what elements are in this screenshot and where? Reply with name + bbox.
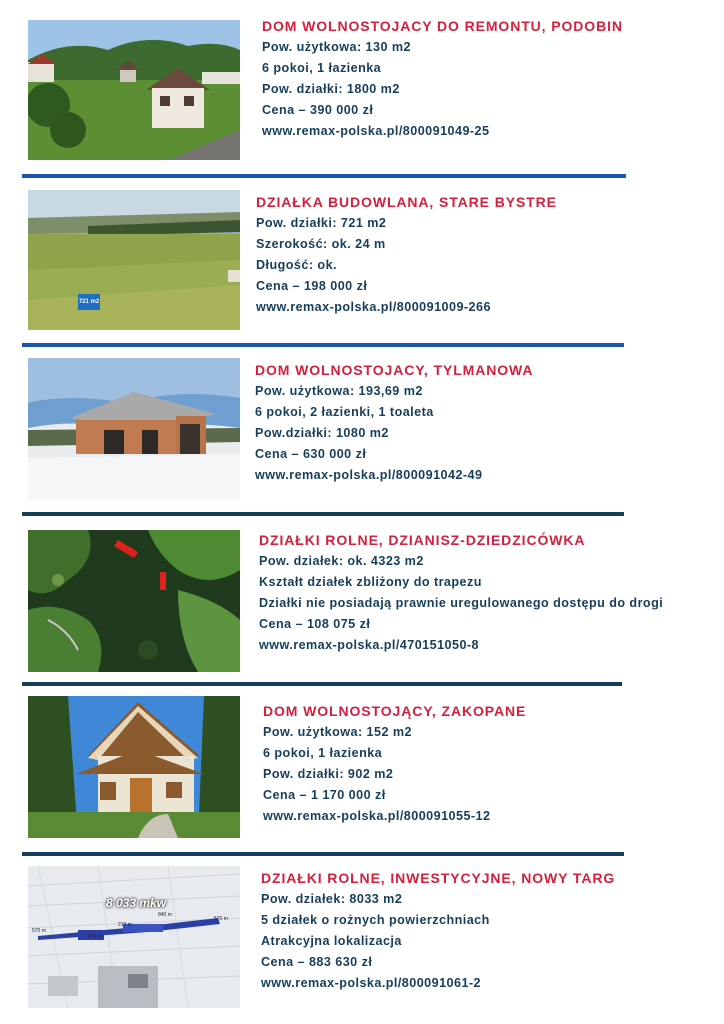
plot-sign: 721 m2 [78, 294, 100, 310]
map-small-label: 840 m [158, 912, 172, 918]
listing-area: Pow. użytkowa: 193,69 m2 [255, 384, 423, 398]
listing-3-photo[interactable] [28, 358, 240, 500]
listing-price: Cena – 390 000 zł [262, 103, 374, 117]
listing-5-info [263, 703, 526, 827]
listing-title: DZIAŁKI ROLNE, DZIANISZ-DZIEDZICÓWKA [259, 532, 586, 548]
listing-price: Cena – 198 000 zł [256, 279, 368, 293]
listing-rooms: 6 pokoi, 1 łazienka [262, 61, 382, 75]
listing-1 [0, 0, 724, 170]
listing-link[interactable]: www.remax-polska.pl/800091042-49 [255, 468, 483, 482]
listing-location: Atrakcyjna lokalizacja [261, 934, 402, 948]
listing-5-photo[interactable] [28, 696, 240, 838]
listing-plot-area: Pow. działki: 721 m2 [256, 216, 387, 230]
divider [22, 682, 622, 686]
listing-title: DZIAŁKA BUDOWLANA, STARE BYSTRE [256, 194, 557, 210]
listing-title: DOM WOLNOSTOJĄCY, ZAKOPANE [263, 703, 527, 719]
map-total-label: 8 033 mkw [106, 896, 167, 910]
map-small-label: 570 m [88, 934, 102, 940]
house-photo [28, 20, 240, 160]
listing-area: Pow. użytkowa: 130 m2 [262, 40, 411, 54]
house-photo [28, 696, 240, 838]
listing-4-photo[interactable] [28, 530, 240, 672]
listing-link[interactable]: www.remax-polska.pl/470151050-8 [259, 638, 479, 652]
listing-link[interactable]: www.remax-polska.pl/800091055-12 [263, 809, 491, 823]
listing-6-photo[interactable] [28, 866, 240, 1008]
listing-plot-area: Pow.działki: 1080 m2 [255, 426, 389, 440]
listing-area: Pow. użytkowa: 152 m2 [263, 725, 412, 739]
listing-5 [0, 690, 724, 860]
listing-4-info [259, 532, 663, 656]
listing-parcels: 5 działek o rożnych powierzchniach [261, 913, 490, 927]
plot-photo [28, 190, 240, 330]
divider [22, 174, 626, 178]
listing-rooms: 6 pokoi, 2 łazienki, 1 toaleta [255, 405, 434, 419]
listing-access: Działki nie posiadają prawnie uregulowanego dostępu do drogi [259, 596, 664, 610]
listing-3-info [255, 362, 533, 486]
listing-plot-area: Pow. działki: 902 m2 [263, 767, 394, 781]
listing-price: Cena – 108 075 zł [259, 617, 371, 631]
listing-price: Cena – 1 170 000 zł [263, 788, 386, 802]
listing-width: Szerokość: ok. 24 m [256, 237, 386, 251]
listing-1-photo[interactable] [28, 20, 240, 160]
listing-plot-area: Pow. działki: 1800 m2 [262, 82, 400, 96]
map-small-label: 570 m [32, 928, 46, 934]
listing-link[interactable]: www.remax-polska.pl/800091009-266 [256, 300, 491, 314]
listing-2-info [256, 194, 557, 318]
house-photo [28, 358, 240, 500]
listing-6 [0, 860, 724, 1024]
listing-title: DZIAŁKI ROLNE, INWESTYCYJNE, NOWY TARG [261, 870, 616, 886]
listing-rooms: 6 pokoi, 1 łazienka [263, 746, 383, 760]
listing-title: DOM WOLNOSTOJACY, TYLMANOWA [255, 362, 534, 378]
listing-plot-area: Pow. działek: 8033 m2 [261, 892, 403, 906]
listing-plot-area: Pow. działek: ok. 4323 m2 [259, 554, 424, 568]
aerial-map-photo [28, 866, 240, 1008]
listing-length: Długość: ok. [256, 258, 337, 272]
listing-shape: Kształt działek zbliżony do trapezu [259, 575, 482, 589]
listing-link[interactable]: www.remax-polska.pl/800091049-25 [262, 124, 490, 138]
map-small-label: 570 m [214, 916, 228, 922]
listing-price: Cena – 630 000 zł [255, 447, 367, 461]
listing-4 [0, 522, 724, 687]
divider [22, 512, 624, 516]
listing-3 [0, 350, 724, 520]
divider [22, 852, 624, 856]
aerial-photo [28, 530, 240, 672]
listing-title: DOM WOLNOSTOJACY DO REMONTU, PODOBIN [262, 18, 623, 34]
listing-2 [0, 180, 724, 345]
listing-price: Cena – 883 630 zł [261, 955, 373, 969]
listing-2-photo[interactable] [28, 190, 240, 330]
divider [22, 343, 624, 347]
listing-1-info [262, 18, 623, 142]
listing-link[interactable]: www.remax-polska.pl/800091061-2 [261, 976, 481, 990]
listing-6-info [261, 870, 615, 994]
map-small-label: 210 m [118, 922, 132, 928]
